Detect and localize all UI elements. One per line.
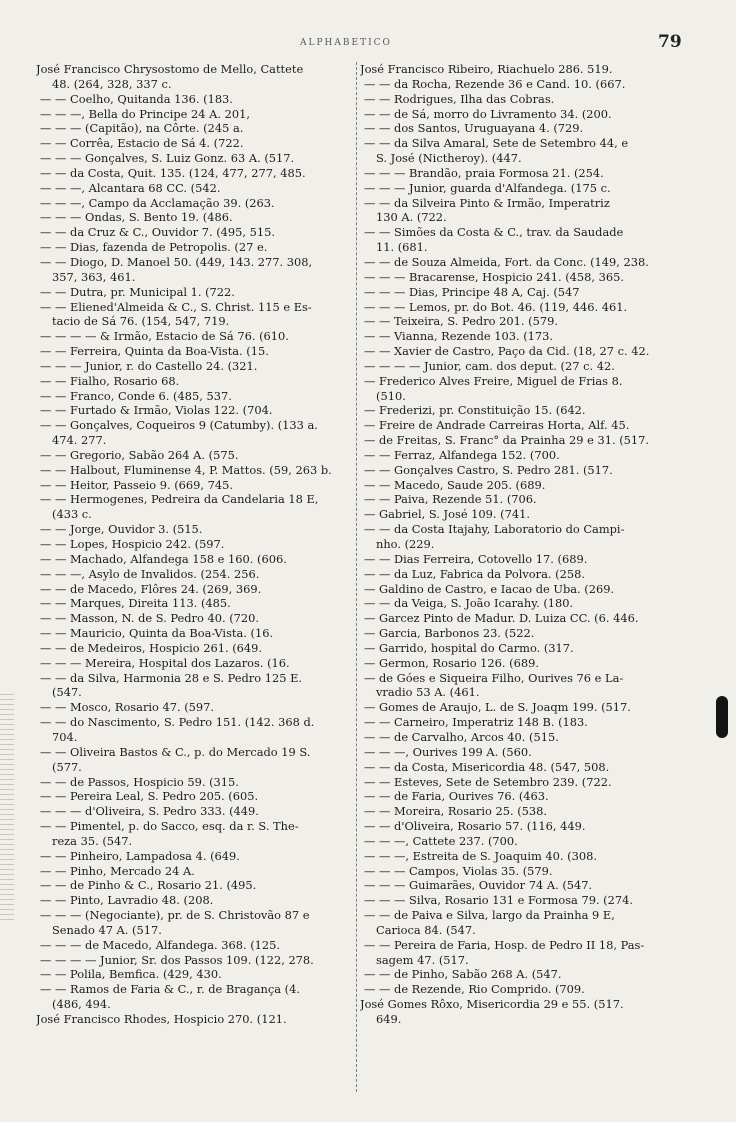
directory-entry-line: — — Gonçalves, Coqueiros 9 (Catumby). (133 a. xyxy=(40,418,318,433)
directory-entry-line: — — Diogo, D. Manoel 50. (449, 143. 277. 308, xyxy=(40,254,313,269)
directory-entry-line: — — Esteves, Sete de Setembro 239. (722. xyxy=(364,774,612,789)
directory-entry-line: — — — Dias, Principe 48 A, Caj. (547 xyxy=(364,284,580,299)
directory-entry-line: — — Pereira Leal, S. Pedro 205. (605. xyxy=(40,789,259,804)
directory-entry-line: (547. xyxy=(52,685,82,700)
directory-entry-line: — — Pinto, Lavradio 48. (208. xyxy=(40,893,214,908)
directory-entry-line: sagem 47. (517. xyxy=(376,952,469,967)
directory-entry-line: — Frederico Alves Freire, Miguel de Frias 8. xyxy=(364,373,623,388)
directory-entry-line: José Francisco Ribeiro, Riachuelo 286. 519. xyxy=(360,62,613,76)
directory-entry-line: — Galdino de Castro, e Iacao de Uba. (269. xyxy=(364,581,615,596)
directory-entry-line: — — da Luz, Fabrica da Polvora. (258. xyxy=(364,566,585,581)
directory-entry-line: — — — Junior, r. do Castello 24. (321. xyxy=(40,358,258,373)
directory-entry-line: — — Vianna, Rezende 103. (173. xyxy=(364,329,554,344)
directory-entry-line: — — —, Cattete 237. (700. xyxy=(364,833,518,848)
directory-entry-line: 11. (681. xyxy=(376,240,428,255)
directory-entry-line: — — da Silva, Harmonia 28 e S. Pedro 125 E. xyxy=(40,670,303,685)
directory-entry-line: — — Xavier de Castro, Paço da Cid. (18, 27 c. 42. xyxy=(364,344,650,359)
directory-entry-line: — — da Silveira Pinto & Irmão, Imperatriz xyxy=(364,195,610,210)
directory-entry-line: — — Franco, Conde 6. (485, 537. xyxy=(40,388,232,403)
directory-entry-line: — — —, Alcantara 68 CC. (542. xyxy=(40,180,221,195)
directory-entry-line: — — de Macedo, Flôres 24. (269, 369. xyxy=(40,581,262,596)
directory-entry-line: — — — — Junior, cam. dos deput. (27 c. 42. xyxy=(364,358,615,373)
directory-entry-line: — — — Guimarães, Ouvidor 74 A. (547. xyxy=(364,878,593,893)
directory-entry-line: 48. (264, 328, 337 c. xyxy=(52,76,172,91)
directory-entry-line: — Gabriel, S. José 109. (741. xyxy=(364,507,530,522)
directory-entry-line: — Gomes de Araujo, L. de S. Joaqm 199. (517. xyxy=(364,700,631,715)
directory-entry-line: — — de Passos, Hospicio 59. (315. xyxy=(40,774,239,789)
directory-entry-line: — — — (Negociante), pr. de S. Christovão 87 e xyxy=(40,908,310,923)
directory-entry-line: — — Pimentel, p. do Sacco, esq. da r. S. The- xyxy=(40,819,299,834)
directory-entry-line: José Francisco Chrysostomo de Mello, Cattete xyxy=(36,62,304,76)
directory-entry-line: — — de Paiva e Silva, largo da Prainha 9 E, xyxy=(364,908,615,923)
directory-entry-line: — Frederizi, pr. Constituição 15. (642. xyxy=(364,403,586,418)
directory-entry-line: José Francisco Rhodes, Hospicio 270. (121. xyxy=(36,1012,287,1026)
directory-entry-line: — — Machado, Alfandega 158 e 160. (606. xyxy=(40,551,287,566)
column-divider xyxy=(356,62,357,1092)
directory-entry-line: — — da Cruz & C., Ouvidor 7. (495, 515. xyxy=(40,225,276,240)
directory-entry-line: — — Mauricio, Quinta da Boa-Vista. (16. xyxy=(40,626,274,641)
directory-entry-line: — — — d'Oliveira, S. Pedro 333. (449. xyxy=(40,804,259,819)
directory-entry-line: — — — Silva, Rosario 131 e Formosa 79. (274. xyxy=(364,893,633,908)
directory-entry-line: — — — Brandão, praia Formosa 21. (254. xyxy=(364,165,604,180)
directory-entry-line: — — — (Capitão), na Côrte. (245 a. xyxy=(40,121,244,136)
directory-entry-line: 704. xyxy=(52,729,78,744)
directory-entry-line: tacio de Sá 76. (154, 547, 719. xyxy=(52,314,230,329)
directory-entry-line: — — — Lemos, pr. do Bot. 46. (119, 446. 461. xyxy=(364,299,628,314)
directory-entry-line: — — Dutra, pr. Municipal 1. (722. xyxy=(40,284,235,299)
directory-entry-line: — — Pinho, Mercado 24 A. xyxy=(40,863,195,878)
directory-entry-line: — — de Pinho, Sabão 268 A. (547. xyxy=(364,967,562,982)
directory-entry-line: S. José (Nictheroy). (447. xyxy=(376,151,522,166)
directory-entry-line: — — Simões da Costa & C., trav. da Saudade xyxy=(364,225,624,240)
directory-entry-line: — — de Pinho & C., Rosario 21. (495. xyxy=(40,878,257,893)
directory-entry-line: — — Moreira, Rosario 25. (538. xyxy=(364,804,548,819)
directory-entry-line: — — da Costa, Misericordia 48. (547, 508. xyxy=(364,759,610,774)
directory-entry-line: — — Eliened'Almeida & C., S. Christ. 115 e Es- xyxy=(40,299,312,314)
directory-entry-line: — — —, Asylo de Invalidos. (254. 256. xyxy=(40,566,260,581)
directory-entry-line: — — —, Estreita de S. Joaquim 40. (308. xyxy=(364,848,597,863)
directory-entry-line: nho. (229. xyxy=(376,537,435,551)
directory-entry-line: — — Ramos de Faria & C., r. de Bragança (4. xyxy=(40,982,300,997)
directory-entry-line: — — — Gonçalves, S. Luiz Gonz. 63 A. (517. xyxy=(40,151,295,166)
directory-entry-line: — Freire de Andrade Carreiras Horta, Alf. 45. xyxy=(364,418,630,433)
directory-entry-line: — — Coelho, Quitanda 136. (183. xyxy=(40,91,233,106)
directory-entry-line: — — Dias Ferreira, Cotovello 17. (689. xyxy=(364,551,588,566)
directory-entry-line: — Garcia, Barbonos 23. (522. xyxy=(364,626,535,641)
directory-entry-line: — — de Souza Almeida, Fort. da Conc. (149, 238. xyxy=(364,254,649,269)
directory-entry-line: 649. xyxy=(376,1012,402,1026)
directory-entry-line: 474. 277. xyxy=(52,433,107,448)
directory-entry-line: — — — Campos, Violas 35. (579. xyxy=(364,863,553,878)
directory-entry-line: — — de Carvalho, Arcos 40. (515. xyxy=(364,729,559,744)
directory-entry-line: — — — Bracarense, Hospicio 241. (458, 365. xyxy=(364,269,625,284)
directory-entry-line: — — Ferreira, Quinta da Boa-Vista. (15. xyxy=(40,344,269,359)
directory-entry-line: — — — Junior, guarda d'Alfandega. (175 c. xyxy=(364,180,611,195)
right-column xyxy=(360,62,684,1027)
directory-entry-line: reza 35. (547. xyxy=(52,833,133,848)
running-head: ALPHABETICO xyxy=(300,38,392,48)
directory-entry-line: — — da Costa, Quit. 135. (124, 477, 277, 485. xyxy=(40,165,306,180)
directory-entry-line: — — Dias, fazenda de Petropolis. (27 e. xyxy=(40,240,268,255)
directory-entry-line: — — Rodrigues, Ilha das Cobras. xyxy=(364,91,555,106)
directory-entry-line: — — de Medeiros, Hospicio 261. (649. xyxy=(40,640,263,655)
directory-entry-line: — — Fialho, Rosario 68. xyxy=(40,373,180,388)
directory-entry-line: — — Oliveira Bastos & C., p. do Mercado 19 S. xyxy=(40,744,311,759)
directory-entry-line: — — Pereira de Faria, Hosp. de Pedro II 18, Pas- xyxy=(364,937,645,952)
directory-entry-line: (486, 494. xyxy=(52,997,111,1012)
directory-entry-line: — — d'Oliveira, Rosario 57. (116, 449. xyxy=(364,819,586,834)
directory-entry-line: José Gomes Rôxo, Misericordia 29 e 55. (517. xyxy=(360,997,624,1012)
page-header xyxy=(0,32,736,56)
directory-entry-line: — — Gregorio, Sabão 264 A. (575. xyxy=(40,447,239,462)
directory-entry-line: — — da Costa Itajahy, Laboratorio do Campi- xyxy=(364,522,625,537)
directory-entry-line: — Garcez Pinto de Madur. D. Luiza CC. (6. 446. xyxy=(364,611,639,626)
directory-entry-line: — — Marques, Direita 113. (485. xyxy=(40,596,231,611)
directory-entry-line: — — —, Campo da Acclamação 39. (263. xyxy=(40,195,275,210)
directory-entry-line: — — Hermogenes, Pedreira da Candelaria 18 E, xyxy=(40,492,319,507)
directory-entry-line: — — — Ondas, S. Bento 19. (486. xyxy=(40,210,233,225)
directory-entry-line: — — Lopes, Hospicio 242. (597. xyxy=(40,537,225,551)
directory-entry-line: — — Corrêa, Estacio de Sá 4. (722. xyxy=(40,136,244,151)
directory-entry-line: — — Polila, Bemfica. (429, 430. xyxy=(40,967,222,982)
directory-entry-line: — — Masson, N. de S. Pedro 40. (720. xyxy=(40,611,260,626)
directory-entry-line: Carioca 84. (547. xyxy=(376,922,476,937)
directory-entry-line: — — Halbout, Fluminense 4, P. Mattos. (59, 263 b. xyxy=(40,462,332,477)
directory-entry-line: — — — — & Irmão, Estacio de Sá 76. (610. xyxy=(40,329,289,344)
directory-entry-line: — — de Faria, Ourives 76. (463. xyxy=(364,789,549,804)
page-number: 79 xyxy=(658,32,682,52)
left-column xyxy=(36,62,354,1027)
directory-entry-line: — — da Silva Amaral, Sete de Setembro 44, e xyxy=(364,136,629,151)
binding-edge-marks xyxy=(0,690,14,920)
directory-entry-line: (510. xyxy=(376,388,406,403)
directory-entry-line: 130 A. (722. xyxy=(376,210,447,225)
directory-entry-line: — — Paiva, Rezende 51. (706. xyxy=(364,492,537,507)
directory-entry-line: — — Carneiro, Imperatriz 148 B. (183. xyxy=(364,715,588,730)
directory-entry-line: (577. xyxy=(52,759,82,774)
directory-entry-line: — — de Sá, morro do Livramento 34. (200. xyxy=(364,106,612,121)
directory-entry-line: — — — Mereira, Hospital dos Lazaros. (16. xyxy=(40,655,290,670)
directory-entry-line: — — — — Junior, Sr. dos Passos 109. (122, 278. xyxy=(40,952,314,967)
directory-entry-line: Senado 47 A. (517. xyxy=(52,922,162,937)
directory-entry-line: (433 c. xyxy=(52,507,92,522)
directory-entry-line: — Garrido, hospital do Carmo. (317. xyxy=(364,640,574,655)
directory-entry-line: — — dos Santos, Uruguayana 4. (729. xyxy=(364,121,584,136)
directory-entry-line: — — Mosco, Rosario 47. (597. xyxy=(40,700,215,715)
directory-entry-line: — — — de Macedo, Alfandega. 368. (125. xyxy=(40,937,281,952)
directory-entry-line: — — Jorge, Ouvidor 3. (515. xyxy=(40,522,203,537)
directory-entry-line: vradio 53 A. (461. xyxy=(376,685,480,700)
directory-entry-line: — — Gonçalves Castro, S. Pedro 281. (517. xyxy=(364,462,613,477)
directory-entry-line: 357, 363, 461. xyxy=(52,269,136,284)
directory-entry-line: — — —, Ourives 199 A. (560. xyxy=(364,744,532,759)
directory-entry-line: — de Góes e Siqueira Filho, Ourives 76 e La- xyxy=(364,670,624,685)
directory-entry-line: — — Furtado & Irmão, Violas 122. (704. xyxy=(40,403,273,418)
directory-entry-line: — — Ferraz, Alfandega 152. (700. xyxy=(364,447,560,462)
directory-entry-line: — — Pinheiro, Lampadosa 4. (649. xyxy=(40,848,240,863)
directory-entry-line: — — da Rocha, Rezende 36 e Cand. 10. (667. xyxy=(364,76,626,91)
directory-entry-line: — — —, Bella do Principe 24 A. 201, xyxy=(40,106,250,121)
directory-entry-line: — — da Veiga, S. João Icarahy. (180. xyxy=(364,596,574,611)
directory-entry-line: — — do Nascimento, S. Pedro 151. (142. 368 d. xyxy=(40,715,315,730)
ink-blot xyxy=(716,696,728,738)
directory-entry-line: — — Macedo, Saude 205. (689. xyxy=(364,477,546,492)
directory-entry-line: — — Teixeira, S. Pedro 201. (579. xyxy=(364,314,558,329)
directory-entry-line: — de Freitas, S. Franc° da Prainha 29 e 31. (517. xyxy=(364,433,650,448)
directory-entry-line: — — Heitor, Passeio 9. (669, 745. xyxy=(40,477,233,492)
directory-entry-line: — — de Rezende, Rio Comprido. (709. xyxy=(364,982,585,997)
directory-entry-line: — Germon, Rosario 126. (689. xyxy=(364,655,539,670)
